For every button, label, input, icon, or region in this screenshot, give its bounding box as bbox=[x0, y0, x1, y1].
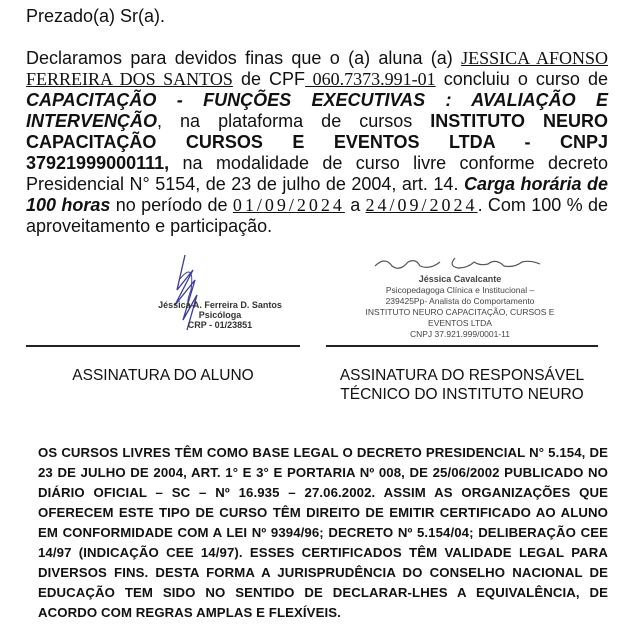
caption-line: ASSINATURA DO ALUNO bbox=[72, 367, 254, 384]
responsible-signature-line bbox=[326, 345, 598, 347]
stamp-line: 239425Pp- Analista do Comportamento bbox=[385, 296, 535, 306]
declaration-text: de CPF bbox=[232, 69, 306, 89]
declaration-text: . Com 100 % de aproveitamento e participação. bbox=[26, 195, 608, 236]
student-signature-stamp bbox=[120, 250, 320, 340]
declaration-text: no período de bbox=[110, 195, 233, 215]
course-name: CAPACITAÇÃO - FUNÇÕES EXECUTIVAS : AVALIAÇÃO E INTERVENÇÃO bbox=[26, 90, 608, 131]
declaration-paragraph bbox=[26, 48, 608, 237]
declaration-text: Declaramos para devidos finas que o (a) aluna (a) bbox=[26, 48, 462, 68]
stamp-line: EVENTOS LTDA bbox=[428, 318, 492, 328]
caption-line: TÉCNICO DO INSTITUTO NEURO bbox=[340, 386, 584, 403]
responsible-signature-caption bbox=[326, 366, 598, 404]
greeting: Prezado(a) Sr(a). bbox=[26, 6, 166, 26]
responsible-signature-stamp bbox=[340, 250, 580, 345]
institution-name: INSTITUTO NEURO CAPACITAÇÃO CURSOS E EVENTOS LTDA - CNPJ 37921999000111, bbox=[26, 111, 609, 173]
declaration-text: na modalidade de curso livre conforme decreto Presidencial N° 5154, de 23 de julho de 2004, art. 14. bbox=[26, 153, 608, 194]
legal-note: OS CURSOS LIVRES TÊM COMO BASE LEGAL O DECRETO PRESIDENCIAL N° 5.154, DE 23 DE JULHO DE 2004, ART. 1° E 3° E PORTARIA Nº 008, DE 25/06/2002 PUBLICADO NO DIÁRIO OFICIAL – SC – Nº 16.935 – 27.06.2002. ASSIM AS ORGANIZAÇÕES QUE OFERECEM ESTE TIPO DE CURSO TÊM DIREITO DE EMITIR CERTIFICADO AO ALUNO EM CONFORMIDADE COM A LEI Nº 9394/96; DECRETO Nº 5.154/04; DELIBERAÇÃO CEE 14/97 (INDICAÇÃO CEE 14/97). ESSES CERTIFICADOS TÊM VALIDADE LEGAL PARA DIVERSOS FINS. DESTA FORMA A JURISPRUDÊNCIA DO CONSELHO NACIONAL DE EDUCAÇÃO TEM SIDO NO SENTIDO DE DECLARAR-LHES A EQUIVALÊNCIA, DE ACORDO COM REGRAS AMPLAS E FLEXÍVEIS. bbox=[38, 445, 608, 620]
declaration-text: a bbox=[344, 195, 366, 215]
student-cpf: 060.7373.991-01 bbox=[305, 69, 436, 89]
student-stamp-text bbox=[120, 300, 320, 330]
stamp-name: Jéssica Cavalcante bbox=[418, 274, 502, 284]
declaration-text: concluiu o curso de bbox=[435, 69, 609, 89]
handwritten-signature-icon bbox=[370, 252, 550, 274]
start-date: 01/09/2024 bbox=[232, 195, 345, 215]
stamp-name: Jéssica A. Ferreira D. Santos bbox=[158, 300, 282, 310]
student-signature-caption bbox=[26, 366, 300, 385]
end-date: 24/09/2024 bbox=[365, 195, 478, 215]
stamp-line: Psicopedagoga Clínica e Institucional – bbox=[385, 285, 535, 295]
responsible-stamp-text bbox=[340, 274, 580, 340]
student-name: JESSICA AFONSO FERREIRA DOS SANTOS bbox=[26, 48, 608, 89]
stamp-line: CNPJ 37.921.999/0001-11 bbox=[409, 329, 511, 339]
stamp-title: Psicóloga bbox=[198, 310, 242, 320]
student-signature-line bbox=[26, 345, 300, 347]
caption-line: ASSINATURA DO RESPONSÁVEL bbox=[339, 367, 585, 384]
course-workload: Carga horária de 100 horas bbox=[26, 174, 608, 215]
stamp-crp: CRP - 01/23851 bbox=[187, 320, 253, 330]
stamp-line: INSTITUTO NEURO CAPACITAÇÃO, CURSOS E bbox=[365, 307, 555, 317]
declaration-text: , na plataforma de cursos bbox=[157, 111, 431, 131]
